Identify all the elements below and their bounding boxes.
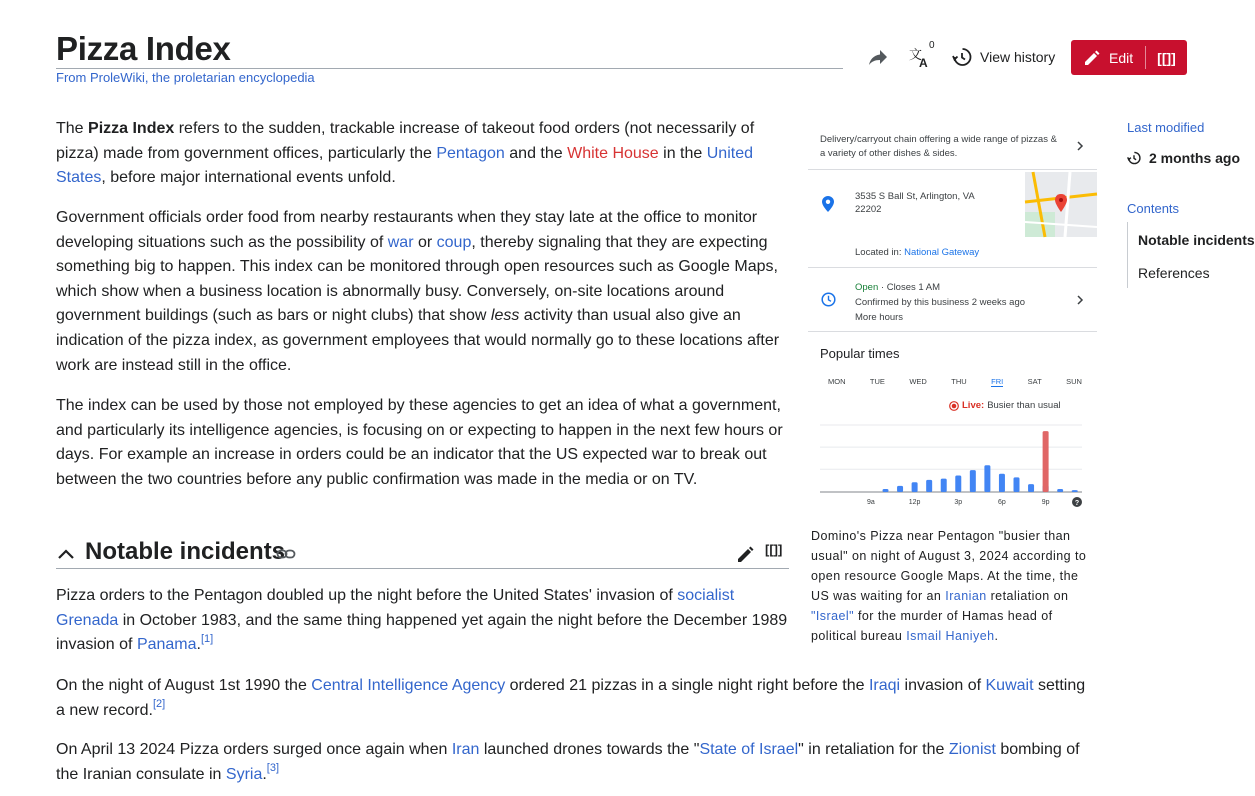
text: Pizza orders to the Pentagon doubled up the night before the United States' invasion of	[56, 587, 678, 604]
popular-times-title: Popular times	[820, 346, 900, 361]
bar-11a	[897, 486, 903, 492]
text: for the murder of Hamas head of political bureau	[811, 609, 1053, 643]
chevron-right-icon	[1075, 141, 1085, 151]
bar-10p	[1057, 489, 1063, 492]
bar-3p	[955, 476, 961, 492]
bar-4p	[970, 470, 976, 492]
last-modified-value	[1127, 150, 1240, 166]
history-icon	[952, 47, 972, 67]
link-socialist[interactable]: socialist	[677, 587, 735, 604]
text: Domino's Pizza near Pentagon "busier than usual" on night of August 3, 2024 according to open resource Google Maps. At the time, the US was waiting for an	[811, 529, 1087, 603]
closing-time: Closes 1 AM	[886, 282, 941, 293]
reference-1[interactable]: [1]	[200, 632, 214, 645]
confirmed-note: Confirmed by this business 2 weeks ago	[855, 297, 1026, 308]
link-ismail-haniyeh[interactable]: Ismail Haniyeh	[906, 629, 995, 643]
text: launched drones towards the "	[479, 741, 700, 758]
page-title: Pizza Index	[56, 30, 231, 67]
link-pentagon[interactable]: Pentagon	[436, 144, 505, 162]
history-icon	[1127, 151, 1141, 165]
text: ordered 21 pizzas in a single night right before the	[505, 677, 869, 694]
text: The	[56, 120, 89, 137]
intro-paragraph-2	[56, 206, 791, 378]
day-tab-wed[interactable]: WED	[909, 377, 927, 386]
maps-description-row	[808, 122, 1097, 170]
term-bold: Pizza Index	[88, 120, 175, 137]
bar-10a	[883, 489, 889, 492]
section-heading-notable-incidents	[56, 538, 789, 570]
text: " in retaliation for the	[798, 741, 949, 758]
text: , thereby signaling that they are expecting something big to happen. This index can be monitored through open resources such as Google Maps, which show when a business location is abnormally busy. Conversely, on-site locations around government buildings (such as bars or night clubs) that show	[56, 233, 778, 325]
link-white-house[interactable]: White House	[567, 144, 659, 162]
maps-hours	[855, 280, 1025, 325]
text: and the	[504, 144, 568, 162]
text: .	[994, 629, 999, 643]
link-syria[interactable]: Syria	[225, 765, 263, 783]
text: or	[413, 233, 437, 251]
contents-heading: Contents	[1127, 201, 1180, 216]
share-icon[interactable]	[866, 45, 890, 69]
bar-7p	[1014, 477, 1020, 492]
live-label: Live:	[962, 400, 985, 411]
link-iraqi[interactable]: Iraqi	[868, 677, 901, 694]
incident-paragraph-2	[56, 674, 1096, 723]
text: retaliation on	[986, 589, 1069, 603]
text: setting a new record.	[56, 677, 1086, 719]
last-modified-text: 2 months ago	[1149, 150, 1241, 166]
toc-item-references[interactable]: References	[1138, 265, 1210, 281]
incident-paragraph-1	[56, 584, 791, 658]
tick-label-3p: 3p	[954, 499, 963, 506]
bar-12p	[912, 482, 918, 492]
text: in the	[658, 144, 707, 162]
section-edit-source-button[interactable]: [[]]	[765, 542, 783, 557]
google-maps-screenshot[interactable]	[808, 122, 1097, 520]
text: refers to the sudden, trackable increase of takeout food orders (not necessarily of pizza) made from government offices, particularly the	[56, 120, 755, 162]
reference-3[interactable]: [3]	[266, 762, 280, 775]
toc-list	[1127, 222, 1255, 288]
link-israel[interactable]: "Israel"	[811, 609, 855, 623]
maps-hours-row	[808, 268, 1097, 332]
reference-2[interactable]: [2]	[152, 698, 166, 711]
text: .	[196, 636, 201, 654]
clock-icon	[821, 292, 836, 307]
maps-address-row	[808, 170, 1097, 268]
bar-live-9p	[1043, 431, 1049, 492]
text: .	[262, 765, 267, 783]
link-icon[interactable]	[276, 545, 296, 563]
intro-paragraph-3: The index can be used by those not employed by these agencies to get an idea of what a government, and particularly its intelligence agencies, is focusing on or expecting to happen in the next few hours or days. For example an increase in orders could be an indicator that the US expected war to break out between the two countries before any public confirmation was made in the media or on TV.	[56, 397, 783, 488]
bar-6p	[999, 474, 1005, 492]
day-tab-sun[interactable]: SUN	[1066, 377, 1082, 386]
pencil-icon	[1083, 49, 1101, 67]
text: On April 13 2024 Pizza orders surged once again when	[56, 741, 452, 758]
separator-dot: ·	[878, 282, 887, 293]
view-history-button[interactable]	[952, 44, 1055, 70]
text: activity than usual also give an indication of the pizza index, as government employees that would normally go to these locations after work are instead still in the office.	[56, 307, 780, 374]
title-divider	[56, 68, 843, 69]
more-hours-link[interactable]: More hours	[855, 312, 904, 323]
maps-address	[855, 190, 1015, 216]
map-thumbnail	[1025, 172, 1097, 237]
link-state-of-israel[interactable]: State of Israel	[699, 741, 799, 758]
link-national-gateway[interactable]: National Gateway	[904, 247, 980, 258]
live-indicator	[949, 400, 1061, 411]
link-panama[interactable]: Panama	[136, 636, 197, 654]
link-coup[interactable]: coup	[436, 233, 472, 251]
popular-times-chart	[818, 417, 1088, 517]
text: in October 1983, and the same thing happened yet again the night before the December 1989 invasion of	[56, 611, 788, 654]
last-modified-label[interactable]: Last modified	[1127, 120, 1205, 135]
help-icon-glyph: ?	[1074, 500, 1080, 507]
day-tab-fri[interactable]: FRI	[991, 377, 1004, 386]
link-iran[interactable]: Iran	[451, 741, 480, 758]
bar-5p	[984, 465, 990, 492]
translate-count: 0	[929, 40, 935, 51]
bar-11p	[1072, 490, 1078, 492]
day-selector	[820, 377, 1090, 387]
live-dot-icon	[949, 401, 959, 411]
tick-label-12p: 12p	[908, 499, 921, 506]
emphasis-less: less	[490, 307, 520, 325]
section-divider	[56, 568, 789, 569]
link-zionist[interactable]: Zionist	[948, 741, 996, 758]
link-iranian[interactable]: Iranian	[945, 589, 987, 603]
tick-label-9p: 9p	[1041, 499, 1050, 506]
link-grenada[interactable]: Grenada	[56, 611, 119, 629]
edit-source-button[interactable]: [[]]	[1157, 49, 1176, 66]
toc-item-notable-incidents[interactable]: Notable incidents	[1138, 232, 1255, 248]
bar-1p	[926, 480, 932, 492]
table-of-contents	[1127, 0, 1255, 796]
collapse-chevron-icon[interactable]	[56, 544, 76, 564]
bar-2p	[941, 479, 947, 492]
bar-8p	[1028, 484, 1034, 492]
link-cia[interactable]: Central Intelligence Agency	[311, 677, 506, 694]
text: , before major international events unfold.	[101, 169, 396, 187]
location-pin-icon	[822, 196, 834, 212]
text: On the night of August 1st 1990 the	[56, 677, 312, 694]
day-tab-tue[interactable]: TUE	[869, 377, 885, 386]
intro-paragraph-1	[56, 117, 791, 191]
address-line-1: 3535 S Ball St, Arlington, VA	[855, 191, 975, 202]
day-tab-thu[interactable]: THU	[951, 377, 967, 386]
tick-label-6p: 6p	[998, 499, 1006, 506]
site-tagline: From ProleWiki, the proletarian encyclopedia	[56, 70, 315, 85]
text: invasion of	[900, 677, 986, 694]
tick-label-9a: 9a	[867, 499, 875, 506]
incident-paragraph-3	[56, 738, 1096, 787]
day-tab-sat[interactable]: SAT	[1027, 377, 1042, 386]
link-kuwait[interactable]: Kuwait	[985, 677, 1034, 694]
section-edit-pencil-icon[interactable]	[736, 544, 756, 564]
address-line-2: 22202	[855, 204, 882, 215]
maps-located-in	[855, 247, 979, 258]
section-title: Notable incidents	[85, 538, 286, 565]
maps-description: Delivery/carryout chain offering a wide range of pizzas & a variety of other dishes & sides.	[820, 134, 1057, 159]
text: bombing of the Iranian consulate in	[56, 741, 1080, 783]
text: Government officials order food from nearby restaurants when they stay late at the office to monitor developing situations such as the possibility of	[56, 209, 758, 251]
view-history-label: View history	[980, 49, 1056, 65]
live-status-text: Busier than usual	[987, 400, 1061, 411]
svg-text:A: A	[919, 56, 928, 70]
located-label: Located in:	[855, 247, 905, 258]
edit-label: Edit	[1109, 49, 1134, 66]
link-war[interactable]: war	[387, 233, 414, 251]
day-tab-mon[interactable]: MON	[828, 377, 846, 386]
image-caption	[811, 526, 1094, 646]
chevron-right-icon	[1075, 295, 1085, 305]
link-united-states[interactable]: United States	[56, 144, 753, 187]
svg-text:文: 文	[909, 47, 923, 62]
open-status: Open	[855, 282, 879, 293]
